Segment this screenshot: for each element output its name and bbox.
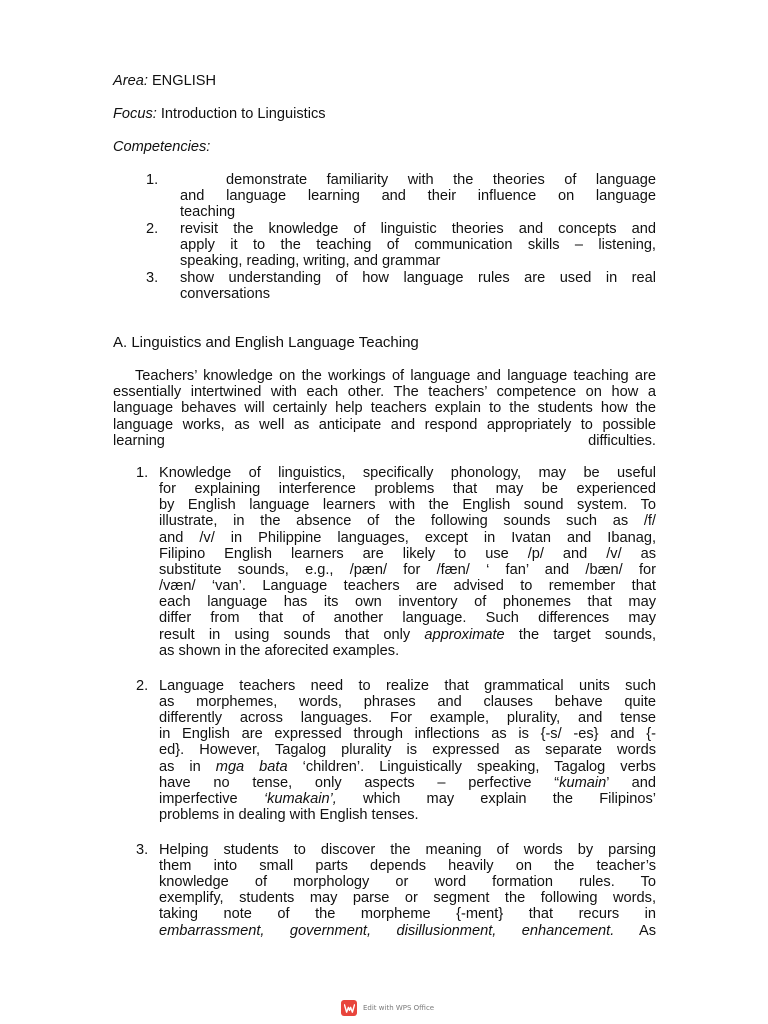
list-line: ed}. However, Tagalog plurality is expressed as separate words [159,742,656,758]
list-line: and /v/ in Philippine languages, except in Ivatan and Ibanag, [159,530,656,546]
list-line: illustrate, in the absence of the following sounds such as /f/ [159,513,656,529]
competencies-label: Competencies: [113,139,211,155]
list-line: for explaining interference problems that may be experienced [159,481,656,497]
wps-watermark[interactable] [341,1000,434,1016]
competency-line: speaking, reading, writing, and grammar [180,253,441,269]
wps-office-logo-icon [341,1000,357,1016]
list-line: Language teachers need to realize that grammatical units such [159,678,656,694]
list-line: each language has its own inventory of phonemes that may [159,594,656,610]
list-number: 1. [136,465,149,481]
list-line: as shown in the aforecited examples. [159,643,400,659]
competency-line: demonstrate familiarity with the theories of language [226,172,656,188]
list-line: result in using sounds that only approximate the target sounds, [159,627,656,643]
list-line: imperfective ‘kumakain’, which may explain the Filipinos’ [159,791,656,807]
list-line: by English language learners with the English sound system. To [159,497,656,513]
list-number: 2. [136,678,149,694]
list-line: as in mga bata ‘children’. Linguistically speaking, Tagalog verbs [159,759,656,775]
list-line: in English are expressed through inflections as is {-s/ -es} and {- [159,726,656,742]
list-line: knowledge of morphology or word formation rules. To [159,874,656,890]
list-line: them into small parts depends heavily on the teacher’s [159,858,656,874]
list-line: embarrassment, government, disillusionment, enhancement. As [159,923,657,939]
list-line: taking note of the morpheme {-ment} that recurs in [159,906,656,922]
competency-line: show understanding of how language rules are used in real [180,270,656,286]
watermark-text: Edit with WPS Office [363,1004,435,1012]
competency-number: 1. [146,172,159,188]
focus-line [113,106,326,122]
area-line [113,73,216,89]
list-line: Knowledge of linguistics, specifically phonology, may be useful [159,465,656,481]
list-line: differently across languages. For example, plurality, and tense [159,710,656,726]
list-line: /væn/ ‘van’. Language teachers are advised to remember that [159,578,656,594]
competency-line: revisit the knowledge of linguistic theories and concepts and [180,221,656,237]
list-line: problems in dealing with English tenses. [159,807,419,823]
competency-line: and language learning and their influence on language [180,188,656,204]
list-line: have no tense, only aspects – perfective “kumain’ and [159,775,656,791]
section-heading: A. Linguistics and English Language Teaching [113,334,419,351]
focus-value: Introduction to Linguistics [160,106,326,122]
focus-label: Focus: [113,106,157,122]
competency-number: 3. [146,270,159,286]
competency-line: teaching [180,204,236,220]
competency-line: apply it to the teaching of communication skills – listening, [180,237,656,253]
list-line: Filipino English learners are likely to use /p/ and /v/ as [159,546,656,562]
intro-paragraph: Teachers’ knowledge on the workings of language and language teaching are essentially intertwined with each other. The teachers’ competence on how a language behaves will certainly help teachers explain to the students how the language works, as well as anticipate and respond appropriately to possible learning difficulties. [113,368,656,449]
area-label: Area: [113,73,148,89]
list-line: substitute sounds, e.g., /pæn/ for /fæn/ ‘ fan’ and /bæn/ for [159,562,656,578]
list-line: as morphemes, words, phrases and clauses behave quite [159,694,656,710]
list-line: exemplify, students may parse or segment the following words, [159,890,656,906]
list-line: differ from that of another language. Such differences may [159,610,656,626]
competency-line: conversations [180,286,271,302]
area-value: ENGLISH [151,73,217,89]
list-line: Helping students to discover the meaning of words by parsing [159,842,656,858]
competency-number: 2. [146,221,159,237]
list-number: 3. [136,842,149,858]
